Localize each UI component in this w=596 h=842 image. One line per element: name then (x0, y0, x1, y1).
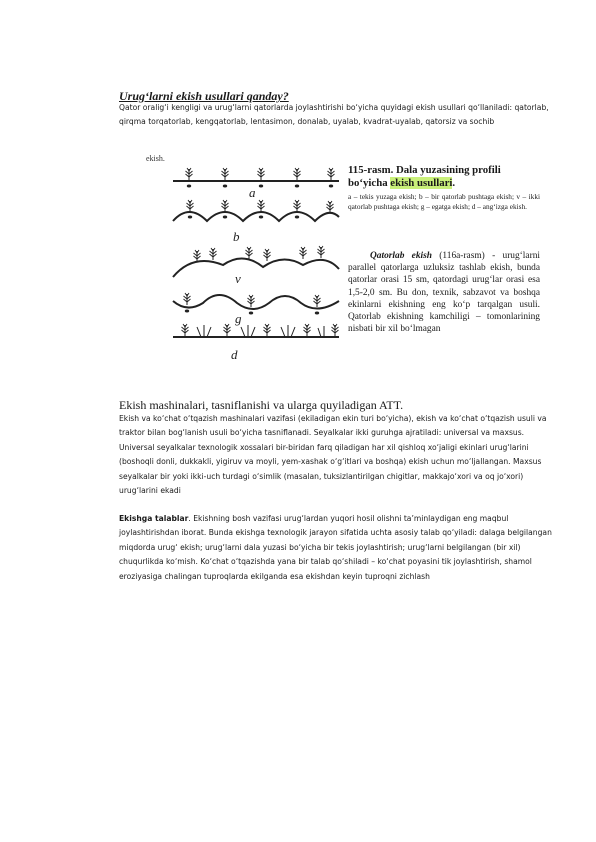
caption-end: . (452, 177, 456, 189)
figure-side-text-rest: (116a-rasm) - urug‘larni parallel qatorlarga uzluksiz tashlab ekish, bunda qatorlar orasi 15 sm, qatordagi urug‘lar orasi esa 1,5-2,0 sm. Bu don, texnik, sabzavot va boshqa ekinlarni ekishning eng ko‘p tarqalgan usuli. Qatorlab ekishning kamchiligi – tomonlarining nisbati bir xil bo‘lmagan (348, 251, 540, 335)
figure-side-text-bold: Qatorlab ekish (370, 251, 432, 261)
profile-row-ridge-double (173, 246, 339, 277)
row-label-d: d (231, 347, 238, 362)
row-label-b: b (233, 229, 240, 244)
section-heading-machines: Ekish mashinalari, tasniflanishi va ularga quyiladigan ATT. (119, 398, 404, 412)
paragraph-rest: . Ekishning bosh vazifasi urug‘lardan yuqori hosil olishni ta’minlaydigan eng maqbul joylashtirishdan iborat. Bunda ekishga texnologik jarayon sifatida uchta asosiy talab qo‘yiladi: dalaga belgilangan miqdorda urug‘ ekish; urug‘larni dala yuzasi bo‘yicha bir tekis joylashtirish; urug‘larni belgilangan (bir xil) chuqurlikda ko‘mish. Ko‘chat o‘tqazishda yana bir talab qo‘shiladi – ko‘chat poyasini tik joylashtirish, shamol eroziyasiga chalingan tuproqlarda ekilganda esa ekishdan keyin tuproqni zichlash (119, 514, 552, 581)
caption-highlight: ekish usullari (390, 177, 453, 189)
paragraph-lead-bold: Ekishga talablar (119, 514, 189, 523)
figure-sowing-methods (119, 153, 544, 368)
figure-top-fragment: ekish. (146, 154, 165, 163)
profile-row-furrow (173, 293, 339, 315)
paragraph-sowing-requirements (119, 512, 559, 584)
section-heading-sowing-methods: Urug‘larni ekish usullari qanday? (119, 89, 289, 103)
profile-row-stubble (173, 324, 339, 337)
row-label-a: a (249, 185, 256, 200)
profile-row-ridge-single (173, 200, 339, 221)
row-label-g: g (235, 311, 242, 326)
figure-caption-note: a – tekis yuzaga ekish; b – bir qatorlab pushtaga ekish; v – ikki qatorlab pushtaga ekish; g – egatga ekish; d – ang‘izga ekish. (348, 192, 540, 211)
caption-title: 115-rasm. Dala yuzasining profili bo‘yicha (348, 164, 501, 189)
profile-row-flat (173, 168, 339, 188)
row-label-v: v (235, 271, 241, 286)
paragraph-sowing-methods-intro: Qator oralig‘i kengligi va urug‘larni qatorlarda joylashtirishi bo‘yicha quyidagi ekish usullari qo‘llaniladi: qatorlab, qirqma torqatorlab, kengqatorlab, lentasimon, donalab, uyalab, kvadrat-uyalab, qatorsiz va sochib (119, 103, 549, 127)
figure-side-text (348, 250, 540, 335)
sowing-profile-illustration (167, 159, 345, 365)
paragraph-machines-classification: Ekish va ko‘chat o‘tqazish mashinalari vazifasi (ekiladigan ekin turi bo‘yicha), ekish va ko‘chat o‘tqazish usuli va traktor bilan bog‘lanish usuli bo‘yicha tasniflanadi. Seyalkalar ikki guruhga ajratiladi: universal va maxsus. Universal seyalkalar texnologik xossalari bir-biridan farq qiladigan har xil qishloq xo‘jaligi ekinlari urug‘larini (boshoqli donli, dukkakli, yigiruv va moyli, yem-xashak o‘g‘itlari va boshqa) ekish uchun mo‘ljallangan. Maxsus seyalkalar bir yoki ikki-uch turdagi o‘simlik (masalan, tuksizlantirilgan chigitlar, makkajo‘xori va oq jo‘xori) urug‘larini ekadi (119, 414, 547, 496)
figure-caption (348, 164, 540, 190)
